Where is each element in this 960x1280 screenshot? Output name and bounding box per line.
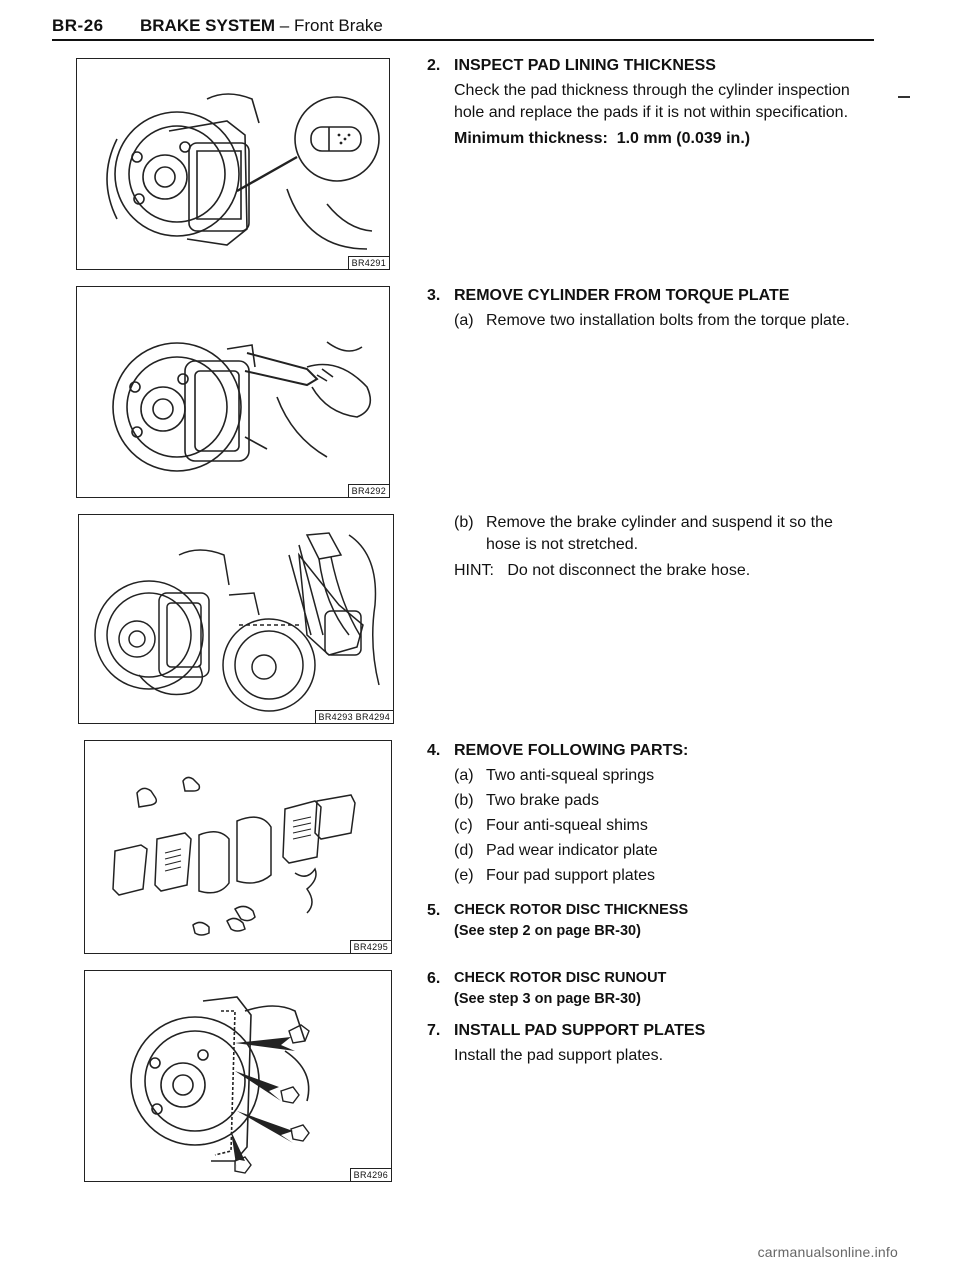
figure-pad-inspection — [76, 58, 390, 270]
sub-label: (b) — [454, 514, 474, 531]
page-header — [52, 14, 872, 38]
body-line: hole and replace the pads if it is not within specification. — [454, 104, 849, 121]
step-6-ref — [454, 988, 641, 1010]
step-5-ref — [454, 920, 641, 942]
sub-text: Four pad support plates — [486, 867, 655, 884]
list-item — [454, 865, 655, 887]
header-rule — [52, 39, 874, 41]
step-7-body — [454, 1045, 663, 1067]
body-line: Check the pad thickness through the cylinder inspection — [454, 82, 850, 99]
figure-code: BR4296 — [350, 1168, 391, 1181]
step-3b-cont — [486, 534, 638, 556]
spec-label: Minimum thickness: — [454, 130, 608, 147]
list-item — [454, 840, 658, 862]
page-number: BR-26 — [52, 16, 104, 35]
step-3-hint — [454, 560, 750, 582]
exploded-parts-illustration — [85, 741, 391, 953]
step-heading: REMOVE FOLLOWING PARTS: — [454, 742, 689, 759]
sub-label: (e) — [454, 867, 474, 884]
sub-text: Remove two installation bolts from the torque plate. — [486, 312, 850, 329]
list-item — [454, 815, 648, 837]
sub-text: Two brake pads — [486, 792, 599, 809]
sub-text: Pad wear indicator plate — [486, 842, 658, 859]
sub-text: Remove the brake cylinder and suspend it so the — [486, 514, 833, 531]
list-item — [454, 790, 599, 812]
step-3a — [454, 310, 850, 332]
header-separator: – — [275, 16, 294, 35]
sub-label: (a) — [454, 312, 474, 329]
sub-text: Four anti-squeal shims — [486, 817, 648, 834]
remove-bolts-illustration — [77, 287, 389, 497]
step-number: 6. — [427, 970, 441, 987]
step-heading: INSPECT PAD LINING THICKNESS — [454, 57, 716, 74]
figure-install-plates — [84, 970, 392, 1182]
step-2-body — [454, 80, 894, 124]
step-heading: CHECK ROTOR DISC THICKNESS — [454, 902, 689, 918]
sub-text: Two anti-squeal springs — [486, 767, 655, 784]
step-heading: REMOVE CYLINDER FROM TORQUE PLATE — [454, 287, 790, 304]
pad-inspection-illustration — [77, 59, 389, 269]
figure-code: BR4293 BR4294 — [315, 710, 393, 723]
footer-watermark: carmanualsonline.info — [757, 1244, 898, 1260]
margin-mark — [898, 96, 910, 98]
step-number: 3. — [427, 287, 441, 304]
step-number: 7. — [427, 1022, 441, 1039]
header-subsection: Front Brake — [293, 16, 383, 35]
hint-label: HINT: — [454, 562, 494, 579]
page-reference: (See step 3 on page BR-30) — [454, 991, 641, 1007]
step-2-spec — [454, 128, 750, 150]
step-3b — [454, 512, 833, 534]
figure-code: BR4291 — [348, 256, 389, 269]
step-heading: CHECK ROTOR DISC RUNOUT — [454, 970, 667, 986]
figure-code: BR4292 — [348, 484, 389, 497]
sub-text: hose is not stretched. — [486, 536, 639, 553]
sub-label: (a) — [454, 767, 474, 784]
figure-suspend-cylinder — [78, 514, 394, 724]
step-number: 4. — [427, 742, 441, 759]
sub-label: (d) — [454, 842, 474, 859]
step-heading: INSTALL PAD SUPPORT PLATES — [454, 1022, 706, 1039]
header-section: BRAKE SYSTEM — [140, 16, 276, 35]
sub-text: Install the pad support plates. — [454, 1047, 664, 1064]
figure-remove-bolts — [76, 286, 390, 498]
sub-label: (c) — [454, 817, 473, 834]
figure-exploded-parts — [84, 740, 392, 954]
install-plates-illustration — [85, 971, 391, 1181]
step-number: 2. — [427, 57, 441, 74]
suspend-cylinder-illustration — [79, 515, 393, 723]
list-item — [454, 765, 654, 787]
page-reference: (See step 2 on page BR-30) — [454, 923, 641, 939]
figure-code: BR4295 — [350, 940, 391, 953]
header-title — [140, 16, 383, 36]
step-number: 5. — [427, 902, 441, 919]
sub-label: (b) — [454, 792, 474, 809]
spec-value: 1.0 mm (0.039 in.) — [616, 130, 751, 147]
hint-text: Do not disconnect the brake hose. — [507, 562, 751, 579]
